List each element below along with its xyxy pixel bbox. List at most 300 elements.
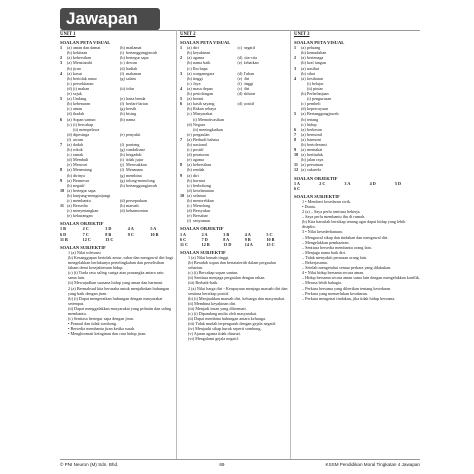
objective-answer: 6 D (60, 231, 67, 237)
objective-answers (294, 181, 420, 191)
answer-text: keharmonian (126, 208, 148, 214)
answer-text: (i) belajar (307, 80, 324, 86)
item-letter: (e) (67, 162, 72, 168)
objective-answer (150, 237, 173, 242)
unit-heading: UNIT 2 (180, 32, 196, 37)
item-letter: (b) (187, 60, 192, 66)
answer-text: bertegur sapa (73, 187, 96, 193)
section-heading-subjective: SOALAN SUBJEKTIF (60, 244, 106, 250)
answer-text: aman (73, 106, 83, 112)
subjective-line: – Perkara bersama yang diberikan tentang kesedaran. (302, 285, 392, 291)
item-letter: (b) (67, 192, 72, 198)
question-number: 10 (60, 187, 65, 193)
item-letter: (c) (67, 198, 72, 203)
answer-row (294, 167, 420, 172)
answer-text: Bersabar (193, 213, 208, 219)
answer-text: kebenaran (73, 101, 91, 107)
question-number: 8 (60, 167, 63, 173)
answer-text: bermoral (307, 131, 323, 137)
objective-answer: 8 A (223, 236, 230, 242)
objective-answer: 2 C (82, 226, 89, 232)
item-letter: (c) (67, 208, 72, 214)
objective-answer: 10 B (266, 236, 275, 242)
answer-text: bergaduh (126, 152, 142, 158)
answer-text: penyakit (126, 131, 141, 137)
item-letter: (d) (187, 121, 192, 127)
answer-text: berkesan (307, 126, 322, 132)
question-number: 8 (294, 136, 297, 142)
answer-text: Perbelanjaan (307, 91, 329, 97)
answer-text: tidak jujur (126, 157, 144, 163)
question-number: 9 (180, 172, 183, 178)
visual-answers (180, 45, 288, 223)
answer-text: persatuan (307, 162, 324, 168)
objective-answer: 12 B (201, 241, 210, 247)
answer-text: diri (193, 172, 199, 178)
answer-text: diri (243, 85, 250, 91)
answer-text: salam (126, 75, 136, 81)
objective-answer: 4 A (127, 226, 134, 232)
item-letter: (h) (120, 182, 125, 188)
question-number: 10 (180, 192, 185, 198)
objective-answers (180, 232, 288, 247)
item-letter: (c) (67, 152, 72, 158)
answer-text: selamat (193, 192, 206, 198)
item-letter: (a) (187, 192, 192, 198)
subjective-answers (60, 250, 173, 337)
question-number (180, 218, 187, 223)
item-letter: (a) (301, 136, 306, 142)
item-letter: (a) (301, 45, 306, 51)
item-letter: (a) (301, 55, 306, 61)
answer-text: dirinya (73, 172, 85, 178)
subjective-line: (b) Kita haruslah bersikap tenang agar dapat hidup yang lebih disiplin. (302, 219, 406, 230)
answer-text: kasih sayang (193, 101, 215, 107)
item-letter: (c) (67, 106, 72, 112)
item-letter: (c) (187, 65, 192, 71)
answer-text: Berbudi bahasa (193, 136, 219, 142)
answer-text: membantu (73, 198, 91, 203)
question-number: 8 (180, 162, 183, 168)
item-letter: (a) (187, 96, 192, 102)
item-letter: (a) (67, 55, 72, 61)
item-letter: (e) (237, 60, 243, 66)
subjective-answers (180, 255, 288, 342)
item-letter: (a) (67, 45, 72, 51)
item-letter: (c) (187, 182, 192, 188)
answer-text: tinggi (243, 80, 254, 86)
answer-text: dewan (126, 60, 137, 66)
item-letter: (e) (237, 75, 243, 81)
answer-text: Sopan santun (73, 116, 96, 122)
objective-answers (60, 226, 173, 241)
answer-text: ponteng (126, 141, 140, 147)
question-number: 3 (60, 60, 63, 66)
answer-text: jiran (73, 65, 81, 71)
item-letter: (c) (67, 80, 72, 86)
subjective-line: 1 (a) Nilai toleransi (68, 249, 101, 255)
page-number: 69 (219, 462, 225, 467)
answer-text: vandalisme (126, 147, 146, 153)
subjective-line: 4 • Nilai hidup bersama secara aman. (302, 270, 365, 276)
answer-text: berlari-larian (126, 101, 148, 107)
item-letter: (a) (187, 70, 192, 76)
item-letter: (a) (187, 45, 192, 51)
objective-answer: 2 A (201, 231, 208, 237)
answer-text: negatif (73, 182, 85, 188)
answer-text: kebaikan (243, 60, 259, 66)
answer-text: (i) pengurusan (307, 96, 332, 102)
subjective-answers (294, 199, 420, 301)
answer-text: hidup (307, 121, 317, 127)
item-letter: (a) (301, 147, 306, 153)
page-footer (60, 459, 420, 467)
answer-text: Merosakkan (126, 162, 147, 168)
answer-text: Ibu bapa (193, 65, 208, 71)
item-letter: (b) (301, 116, 306, 122)
unit-heading: UNIT 1 (60, 32, 76, 37)
item-letter: (a) (67, 167, 72, 173)
answer-text: maruah (126, 203, 139, 209)
answer-text: tolong-menolong (126, 177, 155, 183)
answer-text: Bersyukur (193, 208, 211, 214)
item-letter: (a) (187, 172, 192, 178)
item-letter: (b) (301, 91, 306, 97)
question-number: 4 (60, 70, 63, 76)
answer-text: persepaduan (126, 198, 147, 203)
answer-text: sukarela (307, 167, 321, 173)
answer-text: pertolongan (193, 91, 214, 97)
column-unit-2 (176, 30, 288, 460)
item-letter: (b) (67, 65, 72, 71)
answer-text: Bermesra (73, 177, 90, 183)
answer-text: akhirat (243, 91, 256, 97)
item-letter: (g) (120, 75, 125, 81)
answer-row (180, 218, 288, 223)
item-letter: (e) (67, 213, 72, 219)
answer-text: matlamat (126, 45, 142, 51)
answer-text: rendah (193, 167, 205, 173)
subjective-line: – Hidup bersama secara aman sama lain dengan mengelakkan konflik. (302, 275, 420, 281)
item-letter: (e) (187, 213, 192, 219)
item-letter: (a) (67, 187, 72, 193)
column-unit-3 (290, 30, 420, 460)
item-letter: (d) (67, 131, 72, 137)
answer-text: nama baik (193, 60, 211, 66)
answer-text: bertindak (307, 152, 323, 158)
column-unit-1 (60, 30, 173, 460)
answer-text: diri (193, 45, 199, 51)
subjective-line: (vi) Mengalami gejala negatif. (188, 336, 239, 342)
question-number: 6 (180, 101, 183, 107)
question-number: 1 (180, 45, 183, 51)
item-letter: (a) (301, 65, 306, 71)
item-letter: (i) (120, 50, 124, 56)
question-number: 9 (294, 147, 297, 153)
answer-text: berani (193, 96, 204, 102)
answer-text: jalan raya (307, 157, 324, 163)
item-letter: (f) (120, 101, 125, 107)
answer-text: aman dan damai (73, 45, 101, 51)
answer-text: bertoleransi (307, 141, 327, 147)
answer-text: berbohong (193, 182, 211, 188)
item-letter: (a) (301, 162, 306, 168)
visual-answers (294, 45, 420, 172)
item-letter: (d) (120, 65, 125, 71)
answer-text: pembeli (307, 101, 321, 107)
item-letter: (g) (120, 147, 125, 153)
objective-answer (370, 186, 395, 191)
question-number: 1 (294, 45, 297, 51)
objective-answer (344, 186, 369, 191)
answer-text: rokok (73, 147, 83, 153)
item-letter: (b) (67, 172, 72, 178)
item-letter: (a) (187, 101, 192, 107)
item-letter: (b) (187, 91, 192, 97)
subjective-line: (ii) Membina keyakinan diri. (188, 300, 237, 306)
answer-text: awam (73, 136, 83, 142)
answer-text: sejuk (73, 91, 82, 97)
answer-text: Tuhan (243, 70, 255, 76)
item-letter: (b) (301, 60, 306, 66)
item-letter: (a) (187, 55, 192, 61)
item-letter: (b) (301, 50, 306, 56)
subjective-line: – Mengelakkan pembaziran. (302, 239, 350, 245)
objective-row (294, 186, 420, 191)
question-number: 5 (60, 96, 63, 102)
item-letter: (e) (187, 131, 192, 137)
subjective-line: (iii) Menjadi insan yang dihormati. (188, 305, 247, 311)
item-letter: (b) (187, 177, 192, 183)
subjective-line: – Saya perlu membantu ibu di rumah. (302, 214, 366, 220)
subjective-line: – Sentiasa bersedia membantu orang lain. (302, 244, 372, 250)
item-letter: (b) (67, 182, 72, 188)
answer-text: bertenaga (307, 55, 324, 61)
answer-text: bersih (126, 106, 137, 112)
subjective-line: (ii) Sentiasa menjaga pergaulan dengan rakan. (188, 275, 266, 281)
subjective-line: (c) (i) Tiada rasa saling curiga atau prasangka antara satu sama lain. (68, 270, 164, 281)
item-letter: (c) (187, 203, 192, 209)
question-number: 3 (180, 70, 183, 76)
objective-answer: 4 A (244, 231, 251, 237)
subjective-line: 2 (a) – Saya perlu sentiasa bekerja. (302, 209, 361, 215)
objective-answer: 4 D (369, 180, 376, 186)
question-number: 2 (60, 55, 63, 61)
objective-answer: 15 C (266, 241, 275, 247)
answer-text: menyenangkan (73, 208, 99, 214)
objective-answer: 3 B (223, 231, 230, 237)
item-letter: (g) (120, 106, 125, 112)
objective-answer: 11 C (180, 241, 189, 247)
question-number (60, 213, 67, 218)
item-letter: (a) (187, 162, 192, 168)
question-number: 6 (60, 116, 63, 122)
answer-text: kekitaan (73, 50, 88, 56)
answer-text: Bertanggungjawab (307, 111, 339, 117)
item-letter: (b) (67, 147, 72, 153)
subjective-line: 2 (a) Bermaksud kita berusaha untuk menjalinkan hubungan yang baik dengan jiran. (68, 285, 170, 296)
answer-text: kekurangan (73, 213, 93, 219)
item-letter: (e) (120, 131, 125, 137)
item-letter: (c) (301, 101, 306, 107)
subjective-line: (iii) Berbaik-baik. (188, 280, 219, 286)
item-letter: (a) (301, 167, 306, 173)
answer-text: kunjung-mengunjungi (73, 192, 111, 198)
subjective-line: (c) (i) Dipandang mulia oleh masyarakat. (188, 310, 258, 316)
item-letter: (d) (301, 106, 306, 112)
answer-text: ibadah (73, 111, 85, 117)
objective-answer: 7 C (82, 231, 89, 237)
answer-text: tamak (73, 152, 84, 158)
answer-text: membina (126, 172, 142, 178)
item-letter: (e) (187, 157, 192, 163)
item-letter: (d) (67, 85, 72, 91)
objective-answer: 8 B (105, 231, 112, 237)
item-letter: (d) (120, 208, 125, 214)
objective-answer: 11 B (60, 236, 68, 242)
objective-answer: 9 C (127, 231, 134, 237)
section-heading-subjective: SOALAN SUBJEKTIF (180, 249, 226, 255)
answer-text: (ii) mempelawa (73, 126, 100, 132)
item-letter: (h) (120, 152, 125, 158)
answer-text: agama (193, 157, 204, 163)
item-letter: (a) (301, 75, 306, 81)
question-number: 4 (294, 75, 297, 81)
question-number: 12 (294, 167, 299, 173)
subjective-line: (b) (i) Menjauhkan maruah diri, keluarga dan masyarakat. (188, 295, 286, 301)
item-letter: (b) (120, 116, 125, 122)
answer-text: peluang (307, 45, 321, 51)
subjective-line: (b) Beradab sopan dan bertatatertib dalam pergaulan seharian. (188, 260, 276, 271)
answer-text: masa depan (193, 85, 213, 91)
answer-text: warganegara (193, 70, 215, 76)
objective-answer: 1 B (60, 226, 66, 232)
item-letter: (c) (187, 80, 192, 86)
answer-text: Undang (73, 96, 87, 102)
subjective-line: • Dunia. (302, 204, 316, 209)
question-number: 5 (180, 96, 183, 102)
subjective-line: – Perkara mengenai tindakan, jika tidak hidup bersama. (302, 295, 396, 301)
subjective-line: – Bekerjasama. (302, 260, 328, 266)
item-letter: (d) (187, 187, 192, 193)
answer-text: diri (243, 75, 250, 81)
objective-answer: 1 A (180, 231, 186, 237)
answer-text: bertegur sapa (126, 55, 149, 61)
answer-text: Menentang (73, 167, 92, 173)
answer-text: nasihat (307, 65, 319, 71)
item-letter: (b) (301, 157, 306, 163)
answer-text: bertanggungjawab (126, 50, 157, 56)
item-letter: (b) (67, 75, 72, 81)
item-letter: (d) (187, 152, 192, 158)
answer-text: kebersihan (73, 55, 92, 61)
objective-row (60, 237, 173, 242)
answer-text: (ii) meningkatkan (193, 126, 223, 132)
subjective-line: – Mengawal sikap dan tindakan dan mengawal diri. (302, 234, 389, 240)
subjective-line: • Pemaaf dan tidak sombong. (68, 321, 118, 327)
item-letter: (b) (301, 141, 306, 147)
answer-text: agama (193, 55, 204, 61)
item-letter: (e) (120, 96, 125, 102)
item-letter: (d) (237, 55, 243, 61)
answer-text: nasional (193, 141, 207, 147)
objective-answer: 3 A (344, 180, 351, 186)
answer-text: Masyarakat (193, 111, 213, 117)
question-number: 7 (60, 141, 63, 147)
answer-text: hormat (193, 177, 205, 183)
subjective-line: (iii) Tidak mudah terpengaruh dengan gejala negatif. (188, 321, 277, 327)
item-letter: (a) (67, 177, 72, 183)
subjective-line: – Merasa lebih bahagia. (302, 280, 342, 286)
objective-answer (128, 237, 151, 242)
answer-text: keyakinan (193, 50, 211, 56)
item-letter: (d) (237, 101, 243, 107)
item-letter: (c) (237, 45, 243, 51)
answer-text: kesihatan (307, 75, 323, 81)
objective-answer: 6 C (294, 185, 301, 191)
item-letter: (g) (120, 177, 125, 183)
answer-text: kebersihan (193, 162, 212, 168)
answer-text: Rakan sebaya (193, 106, 217, 112)
copyright-text: © PNI Neuron (M) Sdn. Bhd. (60, 462, 119, 467)
subjective-line: – Menjaga nama baik diri. (302, 249, 347, 255)
answer-text: negatif (243, 45, 256, 51)
subjective-line: 1 (a) Nilai hemah tinggi. (188, 254, 230, 260)
item-letter: (b) (187, 50, 192, 56)
item-letter: (i) (120, 157, 124, 163)
objective-answer: 13 C (105, 236, 114, 242)
item-letter: (a) (301, 131, 306, 137)
subjective-line: (c) (i) Bercakap sopan santun. (188, 270, 239, 276)
item-letter: (a) (187, 85, 192, 91)
item-letter: (a) (67, 96, 72, 102)
item-letter: (b) (187, 198, 192, 203)
objective-answer: 10 B (150, 231, 159, 237)
subjective-line: 2 (a) Nilai harga diri - Keupayaan menjaga maruah diri dan sentiasa bersikap positif. (188, 285, 288, 296)
item-letter: (a) (301, 111, 306, 117)
objective-row (180, 242, 288, 247)
answer-text: nama (126, 116, 136, 122)
book-title: KSSM Pendidikan Moral Tingkatan 4 Jawapan (325, 462, 420, 467)
answer-text: bising (126, 111, 137, 117)
subjective-line: (ii) Mewujudkan suasana hidup yang aman dan harmoni. (68, 280, 164, 286)
answer-text: Menanam (126, 167, 143, 173)
subjective-line: (ii) Dapat menggalakkan masyarakat yang prihatin dan saling membantu. (68, 305, 172, 316)
question-number: 10 (294, 152, 299, 158)
section-heading-objective: SOALAN OBJEKTIF (60, 221, 104, 227)
question-number: 3 (294, 65, 297, 71)
objective-answer: 2 C (319, 180, 326, 186)
item-letter: (ii) tidur (120, 85, 135, 91)
item-letter: (h) (120, 111, 125, 117)
subjective-line: – Setelah mengetahui semua perkara yang dilakukan. (302, 265, 392, 271)
item-letter: (d) (120, 198, 125, 203)
objective-answer: 7 D (201, 236, 208, 242)
item-letter: (f) (67, 136, 72, 142)
item-letter: (a) (67, 70, 72, 76)
answer-text: Negara (193, 121, 206, 127)
item-letter: (c) (187, 111, 192, 117)
question-number: 7 (294, 131, 297, 137)
question-number: 2 (294, 55, 297, 61)
objective-answer: 12 C (82, 236, 91, 242)
objective-answer: 1 A (294, 180, 300, 186)
answer-text: tinggi (193, 75, 203, 81)
item-letter: (c) (237, 85, 243, 91)
answer-text: kasut (73, 70, 82, 76)
answer-text: positif (243, 101, 255, 107)
item-letter: (d) (237, 91, 243, 97)
